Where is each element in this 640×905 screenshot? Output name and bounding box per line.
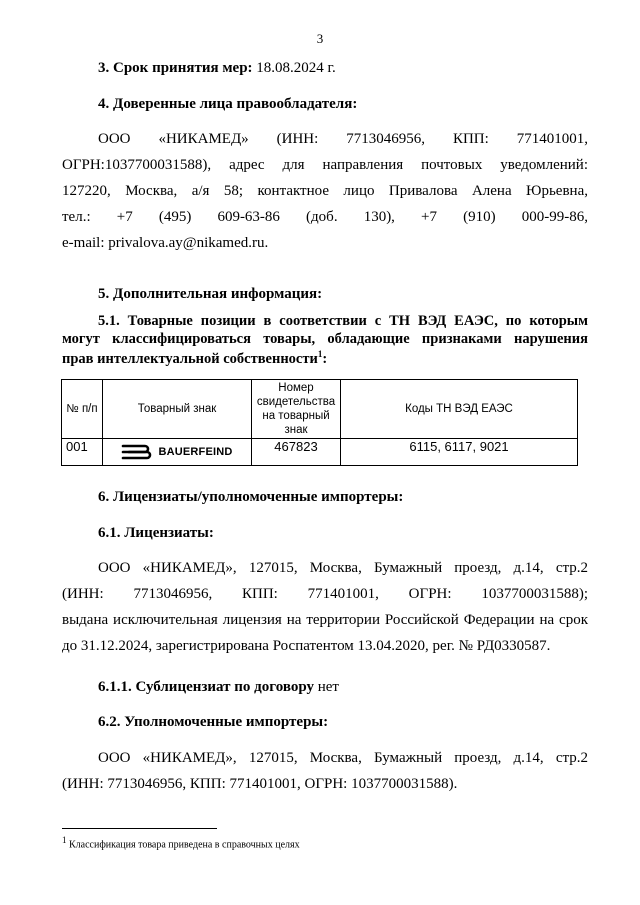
section-5-1-line-3: прав интеллектуальной собственности$^1$: bbox=[62, 349, 328, 367]
header-cert: Номер свидетельства на товарный знак bbox=[252, 380, 341, 439]
section-3-label: 3. Срок принятия мер: bbox=[98, 60, 253, 76]
section-5-1-line-3-text: прав интеллектуальной собственности bbox=[62, 350, 318, 367]
footnote-mark: 1 bbox=[62, 835, 67, 845]
section-6-1-line-3: выдана исключительная лицензия на территории Российской Федерации на срок bbox=[62, 612, 588, 628]
section-4-line-3: 127220, Москва, а/я 58; контактное лицо Привалова Алена Юрьевна, bbox=[62, 183, 588, 199]
section-6-1-line-1: ООО «НИКАМЕД», 127015, Москва, Бумажный проезд, д.14, стр.2 bbox=[98, 560, 588, 576]
header-trademark: Товарный знак bbox=[103, 380, 252, 439]
section-6-1-1-label: 6.1.1. Сублицензиат по договору bbox=[98, 679, 314, 695]
cell-codes: 6115, 6117, 9021 bbox=[341, 439, 578, 466]
table-row bbox=[62, 439, 578, 466]
bauerfeind-logo bbox=[107, 443, 247, 461]
section-6-1-line-2: (ИНН: 7713046956, КПП: 771401001, ОГРН: 1037700031588); bbox=[62, 586, 588, 602]
section-6-1-title: 6.1. Лицензиаты: bbox=[98, 525, 214, 541]
section-6-2-title: 6.2. Уполномоченные импортеры: bbox=[98, 714, 329, 730]
section-5-title: 5. Дополнительная информация: bbox=[98, 286, 323, 302]
section-4-title: 4. Доверенные лица правообладателя: bbox=[98, 96, 358, 112]
section-6-1-line-4: до 31.12.2024, зарегистрирована Роспатентом 13.04.2020, рег. № РД0330587. bbox=[62, 638, 551, 654]
footnote bbox=[62, 835, 300, 850]
section-5-1-line-2: могут классифицироваться товары, обладающие признаками нарушения bbox=[62, 331, 588, 347]
section-4-line-2: ОГРН:1037700031588), адрес для направления почтовых уведомлений: bbox=[62, 157, 588, 173]
section-6-2-line-2: (ИНН: 7713046956, КПП: 771401001, ОГРН: 1037700031588). bbox=[62, 776, 458, 792]
trademark-table bbox=[61, 379, 578, 466]
header-num: № п/п bbox=[62, 380, 103, 439]
section-6-title: 6. Лицензиаты/уполномоченные импортеры: bbox=[98, 489, 404, 505]
section-3-value: 18.08.2024 г. bbox=[256, 60, 336, 76]
footnote-ref: 1 bbox=[317, 349, 323, 359]
section-5-1-line-1: 5.1. Товарные позиции в соответствии с ТН ВЭД ЕАЭС, по которым bbox=[98, 313, 588, 329]
footnote-separator bbox=[62, 828, 217, 829]
cell-num: 001 bbox=[62, 439, 103, 466]
bauerfeind-wordmark: BAUERFEIND bbox=[158, 446, 233, 458]
cell-cert: 467823 bbox=[252, 439, 341, 466]
section-4-email-line: e-mail: privalova.ay@nikamed.ru. bbox=[62, 235, 269, 251]
table-header-row bbox=[62, 380, 578, 439]
section-4-line-4: тел.: +7 (495) 609-63-86 (доб. 130), +7 (910) 000-99-86, bbox=[62, 209, 588, 225]
cell-trademark bbox=[103, 439, 252, 466]
section-6-2-line-1: ООО «НИКАМЕД», 127015, Москва, Бумажный проезд, д.14, стр.2 bbox=[98, 750, 588, 766]
page-number: 3 bbox=[316, 31, 324, 46]
section-6-1-1-value: нет bbox=[317, 679, 339, 695]
section-6-1-1 bbox=[98, 679, 339, 696]
section-4-line-1: ООО «НИКАМЕД» (ИНН: 7713046956, КПП: 771401001, bbox=[98, 131, 588, 147]
bauerfeind-mark-icon bbox=[121, 443, 155, 461]
section-3 bbox=[98, 60, 336, 77]
header-codes: Коды ТН ВЭД ЕАЭС bbox=[341, 380, 578, 439]
footnote-text: Классификация товара приведена в справочных целях bbox=[69, 839, 300, 851]
